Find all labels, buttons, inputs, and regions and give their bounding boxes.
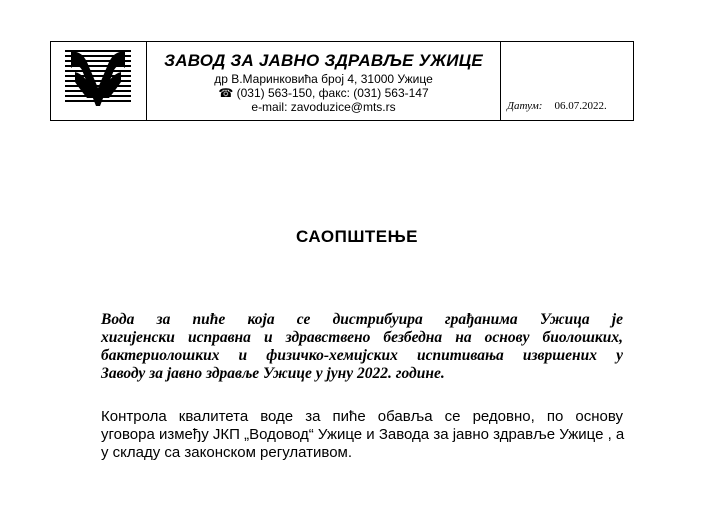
date-value: 06.07.2022. — [554, 100, 607, 112]
institute-name: ЗАВОД ЗА ЈАВНО ЗДРАВЉЕ УЖИЦЕ — [164, 51, 483, 70]
letterhead — [50, 41, 634, 121]
quality-control-paragraph — [101, 408, 623, 462]
date-label: Датум: — [507, 100, 543, 112]
institute-email: e-mail: zavoduzice@mts.rs — [251, 100, 396, 114]
institute-phone-fax: ☎ (031) 563-150, факс: (031) 563-147 — [218, 86, 429, 100]
paragraph-line: Вода за пиће која се дистрибуира грађанима Ужица је — [101, 311, 623, 328]
institute-address: др В.Маринковића број 4, 31000 Ужице — [214, 72, 433, 86]
logo-cell — [51, 42, 147, 120]
institute-logo-icon — [63, 48, 133, 112]
document-date — [507, 100, 607, 112]
paragraph-line: Заводу за јавно здравље Ужице у јуну 2022. године. — [101, 365, 445, 382]
paragraph-line: уговора између ЈКП „Водовод“ Ужице и Завода за јавно здравље Ужице , а — [101, 426, 625, 443]
paragraph-line: у складу са законском регулативом. — [101, 444, 353, 461]
paragraph-line: хигијенски исправна и здравствено безбедна на основу биолошких, — [101, 329, 623, 346]
paragraph-line: бактериолошких и физичко-хемијских испитивања извршених у — [101, 347, 623, 364]
institute-info — [147, 42, 501, 120]
date-cell — [501, 42, 633, 120]
document-title: САОПШТЕЊЕ — [295, 227, 419, 246]
announcement-paragraph — [101, 311, 623, 383]
paragraph-line: Контрола квалитета воде за пиће обавља се редовно, по основу — [101, 408, 623, 425]
